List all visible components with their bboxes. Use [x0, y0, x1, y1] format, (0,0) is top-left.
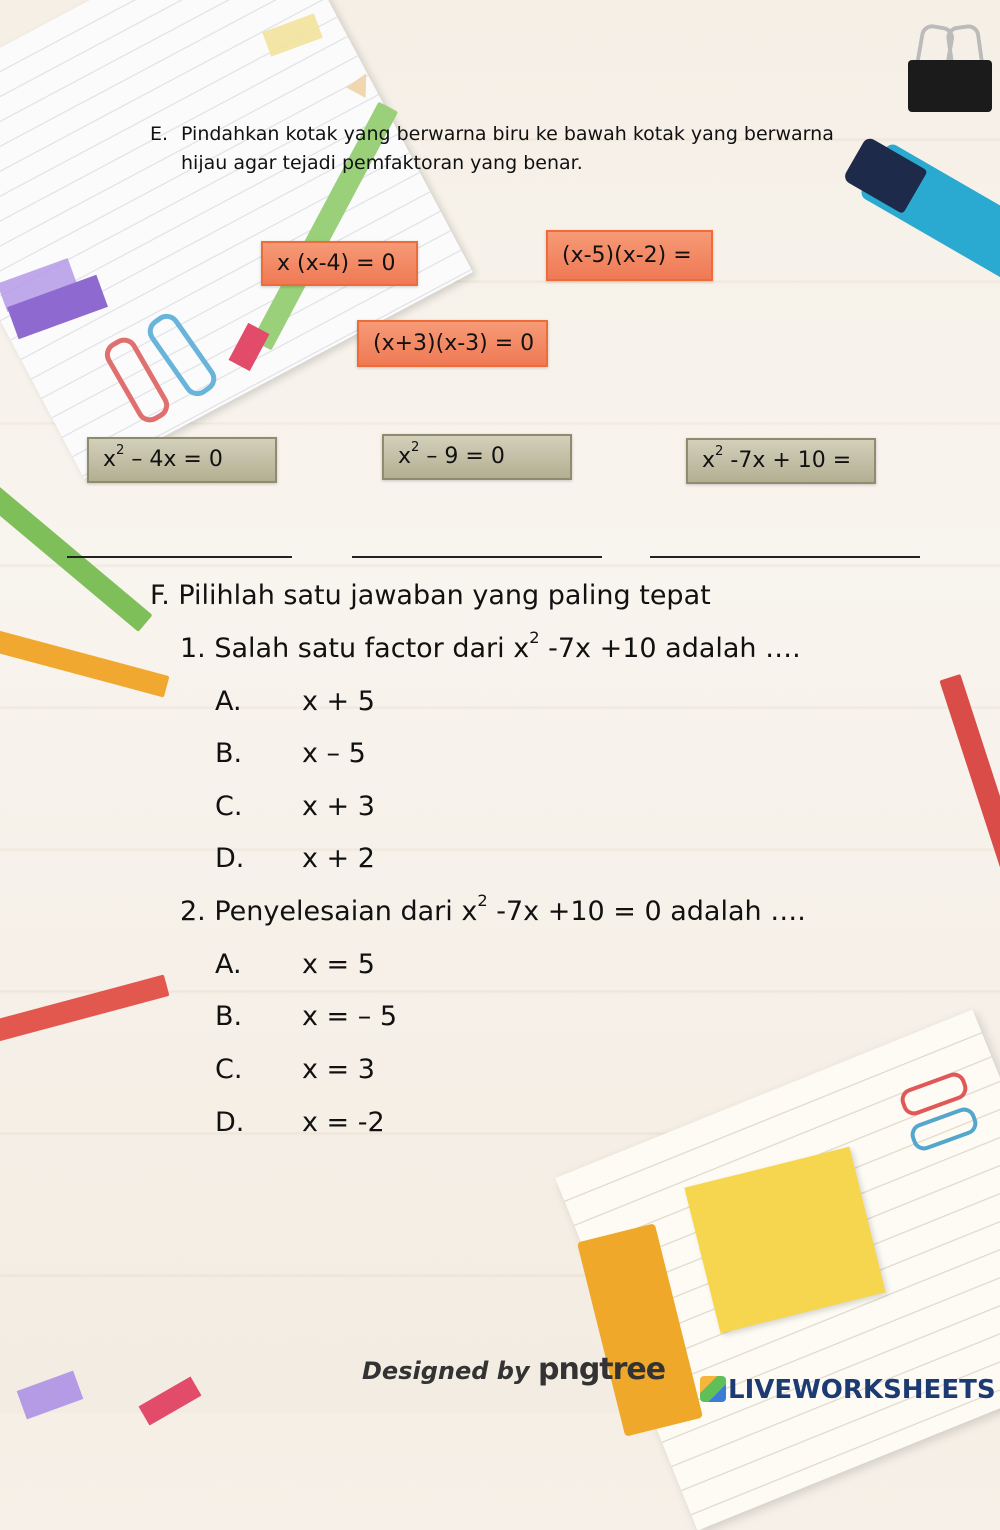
q2-option-d-letter[interactable]: D.: [215, 1107, 245, 1138]
watermark-text: LIVEWORKSHEETS: [728, 1375, 996, 1405]
pencil-decoration: [939, 674, 1000, 928]
q1-option-d[interactable]: x + 2: [302, 843, 375, 874]
question-box-text: $x^2 - 4x = 0$: [103, 443, 223, 472]
q1-option-c-letter[interactable]: C.: [215, 791, 243, 822]
answer-box-text: (x+3)(x-3) = 0: [373, 330, 535, 356]
pngtree-logo: pngtree: [537, 1352, 666, 1387]
q2-option-b-letter[interactable]: B.: [215, 1001, 243, 1032]
question-2: 2. Penyelesaian dari $x^2$ -7x +10 = 0 adalah ….: [180, 890, 806, 927]
target-question-box: [686, 438, 876, 484]
notebook-paper-decoration: [0, 0, 473, 479]
pencil-decoration: [0, 624, 169, 697]
liveworksheets-logo-icon: [700, 1376, 726, 1402]
q2-option-c[interactable]: x = 3: [302, 1054, 375, 1085]
answer-drop-zone-1[interactable]: [67, 556, 292, 558]
q1-option-c[interactable]: x + 3: [302, 791, 375, 822]
section-f-heading: F. Pilihlah satu jawaban yang paling tepat: [150, 580, 711, 611]
section-e-instruction-text: Pindahkan kotak yang berwarna biru ke bawah kotak yang berwarna hijau agar tejadi pemfaktoran yang benar.: [181, 123, 834, 174]
answer-box-text: (x-5)(x-2) =: [562, 242, 692, 268]
section-e-instruction: [150, 120, 840, 178]
designer-credit: [362, 1352, 665, 1387]
answer-drop-zone-3[interactable]: [650, 556, 920, 558]
q2-option-a-letter[interactable]: A.: [215, 949, 242, 980]
target-question-box: [87, 437, 277, 483]
sticky-note-decoration: [17, 1371, 84, 1420]
q1-option-a[interactable]: x + 5: [302, 686, 375, 717]
q1-option-b-letter[interactable]: B.: [215, 738, 243, 769]
answer-drop-zone-2[interactable]: [352, 556, 602, 558]
pencil-decoration: [0, 974, 169, 1047]
section-e-letter: E.: [150, 123, 169, 145]
target-question-box: [382, 434, 572, 480]
designed-by-text: Designed by: [362, 1357, 530, 1385]
question-box-text: $x^2$ -7x + 10 =: [702, 444, 852, 473]
q2-option-a[interactable]: x = 5: [302, 949, 375, 980]
q2-option-d[interactable]: x = -2: [302, 1107, 385, 1138]
question-1: 1. Salah satu factor dari $x^2$ -7x +10 adalah ….: [180, 627, 801, 664]
q1-option-a-letter[interactable]: A.: [215, 686, 242, 717]
liveworksheets-watermark: [700, 1375, 996, 1405]
draggable-answer-box[interactable]: [261, 241, 418, 286]
q2-option-c-letter[interactable]: C.: [215, 1054, 243, 1085]
draggable-answer-box[interactable]: [357, 320, 548, 367]
draggable-answer-box[interactable]: [546, 230, 713, 281]
q1-option-d-letter[interactable]: D.: [215, 843, 245, 874]
question-box-text: $x^2 - 9 = 0$: [398, 440, 505, 469]
q2-option-b[interactable]: x = – 5: [302, 1001, 398, 1032]
answer-box-text: x (x-4) = 0: [277, 250, 396, 276]
q1-option-b[interactable]: x – 5: [302, 738, 366, 769]
pencil-decoration: [139, 1376, 202, 1425]
binder-clip-icon: [908, 60, 992, 112]
